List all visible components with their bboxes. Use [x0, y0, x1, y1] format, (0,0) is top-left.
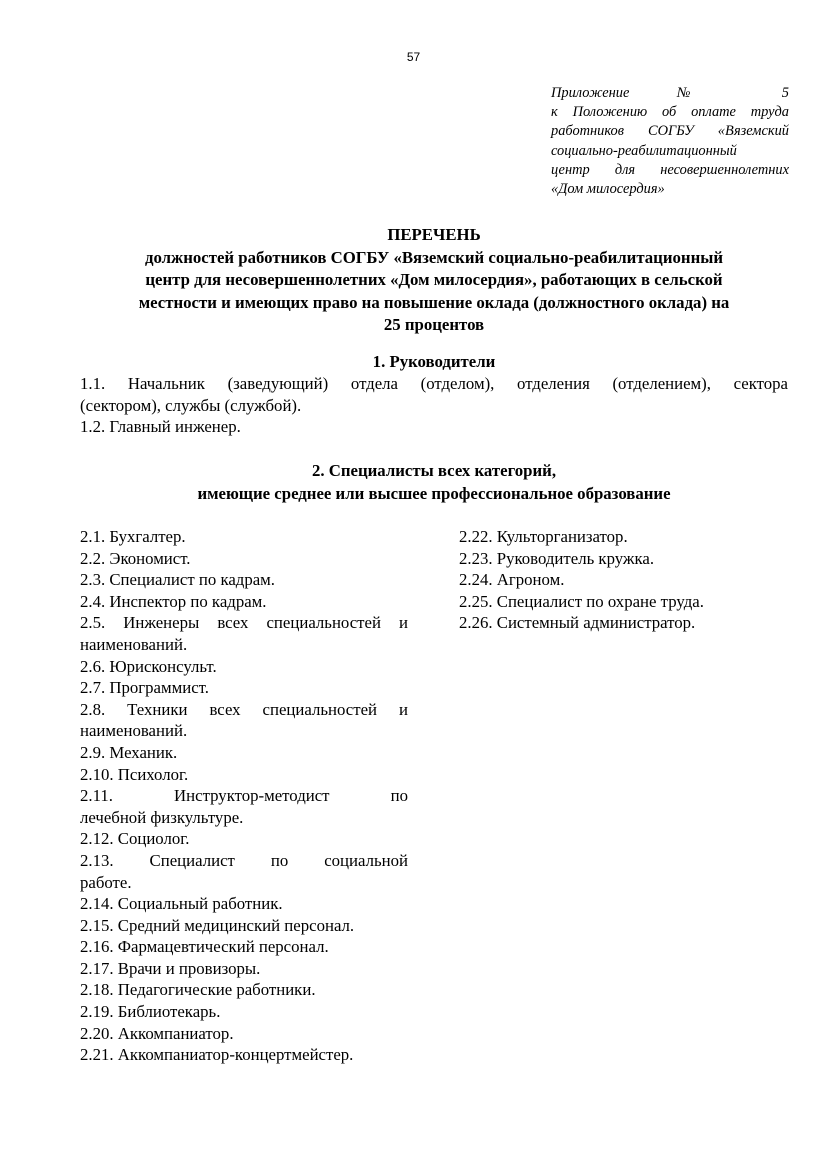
list-item: 2.6. Юрисконсульт. — [80, 656, 217, 676]
list-item: 2.14. Социальный работник. — [80, 894, 283, 914]
list-item: 2.22. Культорганизатор. — [459, 527, 628, 546]
list-item-line: 1.1. Начальник (заведующий) отдела (отделом), отделения (отделением), сектора — [80, 374, 788, 393]
list-item-line: 2.5. Инженеры всех специальностей и — [80, 613, 408, 633]
appendix-line: центр для несовершеннолетних — [551, 161, 789, 178]
list-item-line: лечебной физкультуре. — [80, 807, 244, 827]
list-item-line: работе. — [80, 872, 132, 892]
section-1-list — [80, 373, 788, 438]
list-item — [80, 699, 408, 742]
list-item: 2.18. Педагогические работники. — [80, 980, 316, 1000]
list-item: 2.2. Экономист. — [80, 548, 191, 568]
list-item: 2.25. Специалист по охране труда. — [459, 591, 704, 611]
list-item: 2.17. Врачи и провизоры. — [80, 958, 261, 978]
list-item-line: наименований. — [80, 634, 188, 654]
appendix-line: «Дом милосердия» — [551, 181, 665, 198]
list-item: 2.7. Программист. — [80, 678, 209, 698]
section-2-heading — [80, 460, 788, 505]
title-line: центр для несовершеннолетних «Дом милосердия», работающих в сельской — [145, 270, 723, 289]
title-line: местности и имеющих право на повышение оклада (должностного оклада) на — [138, 292, 730, 312]
list-item: 2.21. Аккомпаниатор-концертмейстер. — [80, 1045, 354, 1065]
title-heading: ПЕРЕЧЕНЬ — [387, 225, 481, 244]
document-title — [80, 224, 788, 337]
list-item: 2.9. Механик. — [80, 742, 178, 762]
list-item — [80, 785, 408, 828]
list-item — [80, 612, 408, 655]
list-item-line: 2.8. Техники всех специальностей и — [80, 699, 408, 719]
list-item-line: 2.11. Инструктор-методист по — [80, 786, 408, 806]
section-2-left-column — [80, 526, 408, 1066]
appendix-line: Приложение № 5 — [551, 85, 789, 101]
section-2-heading-line: имеющие среднее или высшее профессиональное образование — [197, 483, 671, 503]
list-item-line: 1.2. Главный инженер. — [80, 417, 241, 437]
list-item: 2.1. Бухгалтер. — [80, 527, 186, 546]
appendix-line: работников СОГБУ «Вяземский — [551, 123, 789, 140]
title-line: должностей работников СОГБУ «Вяземский социально-реабилитационный — [144, 247, 724, 267]
section-1-heading — [80, 351, 788, 373]
list-item: 2.16. Фармацевтический персонал. — [80, 937, 329, 957]
list-item: 2.3. Специалист по кадрам. — [80, 570, 275, 590]
list-item: 2.23. Руководитель кружка. — [459, 548, 655, 568]
list-item: 2.15. Средний медицинский персонал. — [80, 915, 355, 935]
title-line: 25 процентов — [383, 315, 485, 334]
section-2-right-column — [459, 526, 789, 634]
list-item: 2.4. Инспектор по кадрам. — [80, 591, 267, 611]
list-item: 2.19. Библиотекарь. — [80, 1002, 221, 1022]
appendix-line: социально-реабилитационный — [551, 142, 737, 159]
list-item-line: 2.13. Специалист по социальной — [80, 850, 408, 870]
list-item-line: (сектором), службы (службой). — [80, 395, 302, 415]
list-item — [80, 416, 788, 438]
list-item — [80, 373, 788, 416]
list-item-line: наименований. — [80, 721, 188, 741]
list-item: 2.24. Агроном. — [459, 570, 565, 590]
list-item: 2.26. Системный администратор. — [459, 613, 696, 633]
section-1-heading-text: 1. Руководители — [372, 352, 496, 371]
list-item: 2.12. Социолог. — [80, 829, 190, 849]
list-item: 2.10. Психолог. — [80, 764, 189, 784]
appendix-line: к Положению об оплате труда — [551, 104, 789, 121]
list-item — [80, 850, 408, 893]
page-number: 57 — [406, 50, 421, 64]
list-item: 2.20. Аккомпаниатор. — [80, 1023, 234, 1043]
section-2-heading-line: 2. Специалисты всех категорий, — [311, 461, 557, 480]
appendix-reference — [551, 84, 789, 199]
